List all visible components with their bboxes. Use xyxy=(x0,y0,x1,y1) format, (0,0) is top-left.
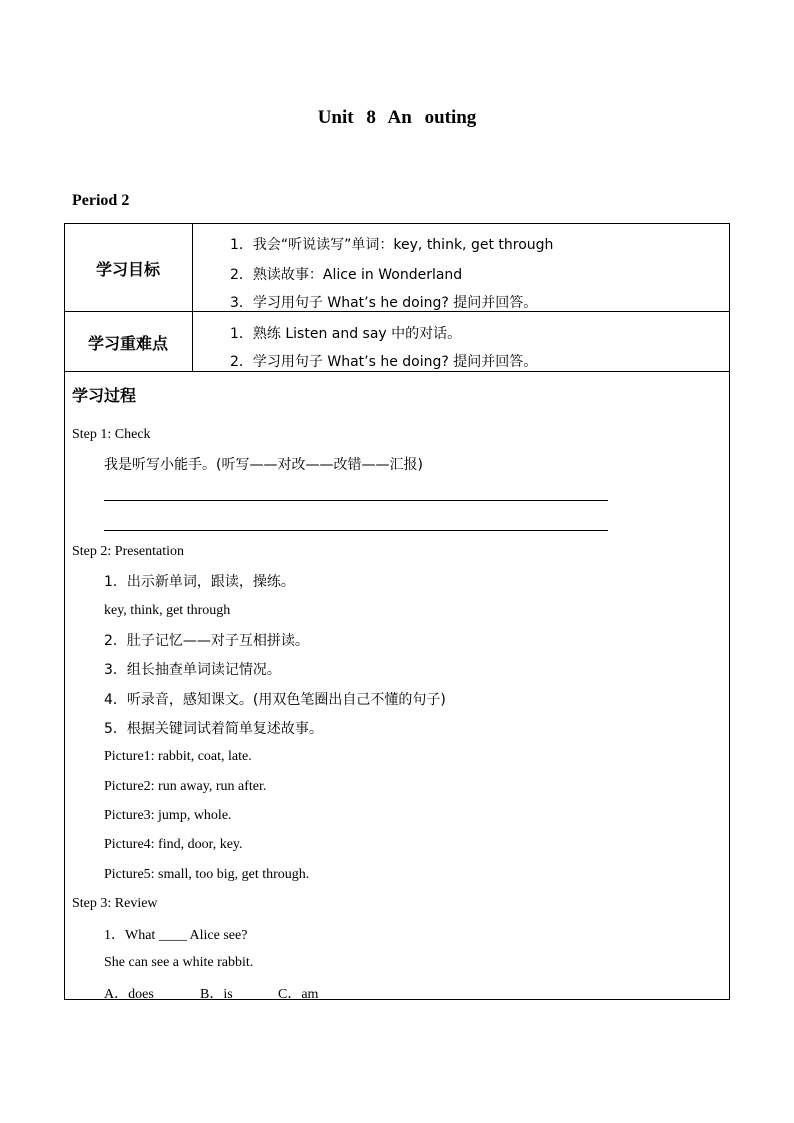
objective-item: 2．熟读故事：Alice in Wonderland xyxy=(230,267,463,283)
step2-item: 1．出示新单词，跟读，操练。 xyxy=(104,574,295,590)
step3-answer-sentence: She can see a white rabbit. xyxy=(104,955,254,970)
answer-blank-line xyxy=(104,530,608,531)
step1-dictation-line: 我是听写小能手。(听写——对改——改错——汇报) xyxy=(104,457,423,473)
option-a: A．does xyxy=(104,987,154,1002)
table-border-top xyxy=(64,223,730,224)
step2-words: key, think, get through xyxy=(104,603,231,618)
table-divider-2 xyxy=(64,371,730,372)
option-c: C．am xyxy=(278,987,319,1002)
step2-item: 5．根据关键词试着简单复述故事。 xyxy=(104,721,323,737)
process-heading: 学习过程 xyxy=(72,386,137,405)
picture-keywords: Picture5: small, too big, get through. xyxy=(104,867,310,882)
step2-item: 2．肚子记忆——对子互相拼读。 xyxy=(104,633,309,649)
key-points-label: 学习重难点 xyxy=(87,334,168,353)
picture-keywords: Picture2: run away, run after. xyxy=(104,779,267,794)
picture-keywords: Picture3: jump, whole. xyxy=(104,808,232,823)
step2-item: 4．听录音，感知课文。(用双色笔圈出自己不懂的句子) xyxy=(104,692,446,708)
table-border-right xyxy=(729,223,730,1000)
table-border-bottom xyxy=(64,999,730,1000)
objective-item: 3．学习用句子 What’s he doing? 提问并回答。 xyxy=(230,295,538,311)
option-b: B．is xyxy=(200,987,233,1002)
picture-keywords: Picture1: rabbit, coat, late. xyxy=(104,749,252,764)
answer-blank-line xyxy=(104,500,608,501)
step1-title: Step 1: Check xyxy=(72,427,151,442)
objective-item: 1．我会“听说读写”单词：key, think, get through xyxy=(230,237,554,253)
objectives-label: 学习目标 xyxy=(95,260,160,279)
key-point-item: 2．学习用句子 What’s he doing? 提问并回答。 xyxy=(230,354,538,370)
key-point-item: 1．熟练 Listen and say 中的对话。 xyxy=(230,326,462,342)
picture-keywords: Picture4: find, door, key. xyxy=(104,837,243,852)
period-label: Period 2 xyxy=(72,192,130,209)
page-title: Unit 8 An outing xyxy=(317,107,477,128)
step2-title: Step 2: Presentation xyxy=(72,544,184,559)
step3-title: Step 3: Review xyxy=(72,896,158,911)
step3-question: 1．What ____ Alice see? xyxy=(104,928,248,943)
step2-item: 3．组长抽查单词读记情况。 xyxy=(104,662,281,678)
table-column-divider xyxy=(192,223,193,371)
